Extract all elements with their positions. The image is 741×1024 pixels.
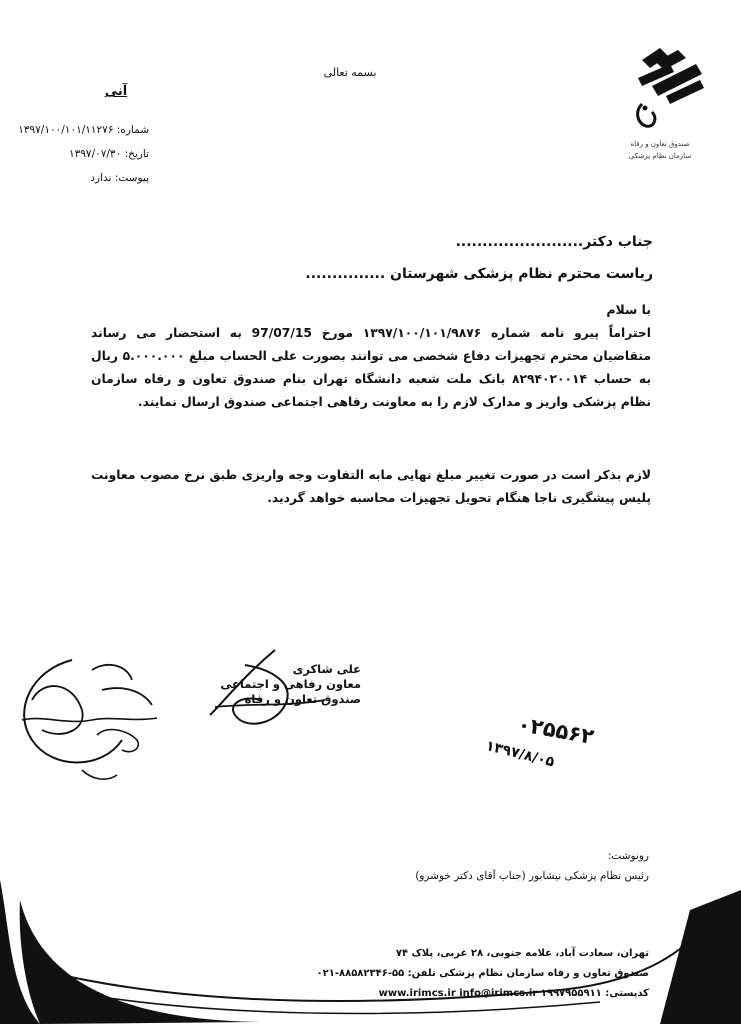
addressee-line-1: جناب دکتر........................ xyxy=(455,234,653,250)
addressee-line-2: ریاست محترم نظام پزشکی شهرستان ............... xyxy=(305,266,653,282)
date-value: ۱۳۹۷/۰۷/۳۰ xyxy=(69,148,122,160)
footer-phone: صندوق تعاون و رفاه سازمان نظام پزشکی تلفن: ۵۵-۸۸۵۸۲۳۴۶-۰۲۱ xyxy=(316,968,649,979)
letter-number-row xyxy=(0,124,149,136)
signature-block xyxy=(181,662,361,707)
signatory-name: علی شاکری xyxy=(292,662,361,676)
body-paragraph-2: لازم بذکر است در صورت تغییر مبلغ نهایی مابه التفاوت وجه واریزی طبق نرخ مصوب معاونت پلیس پیشگیری ناجا هنگام تحویل تجهیزات محاسبه خواهد گردید. xyxy=(91,468,651,505)
attachment-row xyxy=(0,172,149,184)
attachment-label: پیوست: xyxy=(114,172,149,184)
cc-recipient: رئیس نظام پزشکی نیشابور (جناب آقای دکتر خوشرو) xyxy=(415,870,649,882)
footer-contact: کدپستی: ۱۹۹۷۹۵۵۹۱۱ www.irimcs.ir info@irimcs.ir xyxy=(378,988,649,999)
body-paragraph-1: احتراماً پیرو نامه شماره ۱۳۹۷/۱۰۰/۱۰۱/۹۸۷۶ مورخ 97/07/15 به استحضار می رساند متقاضیان محترم تجهیزات دفاع شخصی می توانند بصورت علی الحساب مبلغ ۵.۰۰۰.۰۰۰ ریال به حساب ۸۲۹۴۰۲۰۰۱۴ بانک ملت شعبه دانشگاه تهران بنام صندوق تعاون و رفاه سازمان نظام پزشکی واریز و مدارک لازم را به معاونت رفاهی اجتماعی صندوق ارسال نمایند. xyxy=(91,326,651,409)
footer-decorative-band xyxy=(0,870,741,1024)
attachment-value: ندارد xyxy=(90,172,112,184)
logo-subtitle: سازمان نظام پزشکی xyxy=(628,152,692,160)
signatory-title: معاون رفاهی و اجتماعی xyxy=(220,677,361,691)
handwritten-note-signature xyxy=(12,640,202,790)
greeting: با سلام xyxy=(606,302,651,317)
letter-date-row xyxy=(0,148,149,160)
urgency-mark: آنی xyxy=(104,84,128,99)
number-label: شماره: xyxy=(116,124,149,136)
signatory-org: صندوق تعاون و رفاه xyxy=(244,692,361,706)
footer-address: تهران، سعادت آباد، علامه جنوبی، ۲۸ غربی، پلاک ۷۴ xyxy=(395,948,649,959)
date-label: تاریخ: xyxy=(124,148,149,160)
received-stamp-date: ۱۳۹۷/۸/۰۵ xyxy=(484,738,556,771)
received-stamp-number: ۰۲۵۵۶۲ xyxy=(515,712,596,749)
number-value: ۱۳۹۷/۱۰۰/۱۰۱/۱۱۲۷۶ xyxy=(18,124,114,136)
bismillah-heading: بسمه تعالی xyxy=(323,66,377,79)
organization-logo xyxy=(608,46,712,176)
logo-name: صندوق تعاون و رفاه xyxy=(630,140,690,148)
cc-label: رونوشت: xyxy=(607,850,649,862)
logo-mark-icon xyxy=(608,46,712,134)
